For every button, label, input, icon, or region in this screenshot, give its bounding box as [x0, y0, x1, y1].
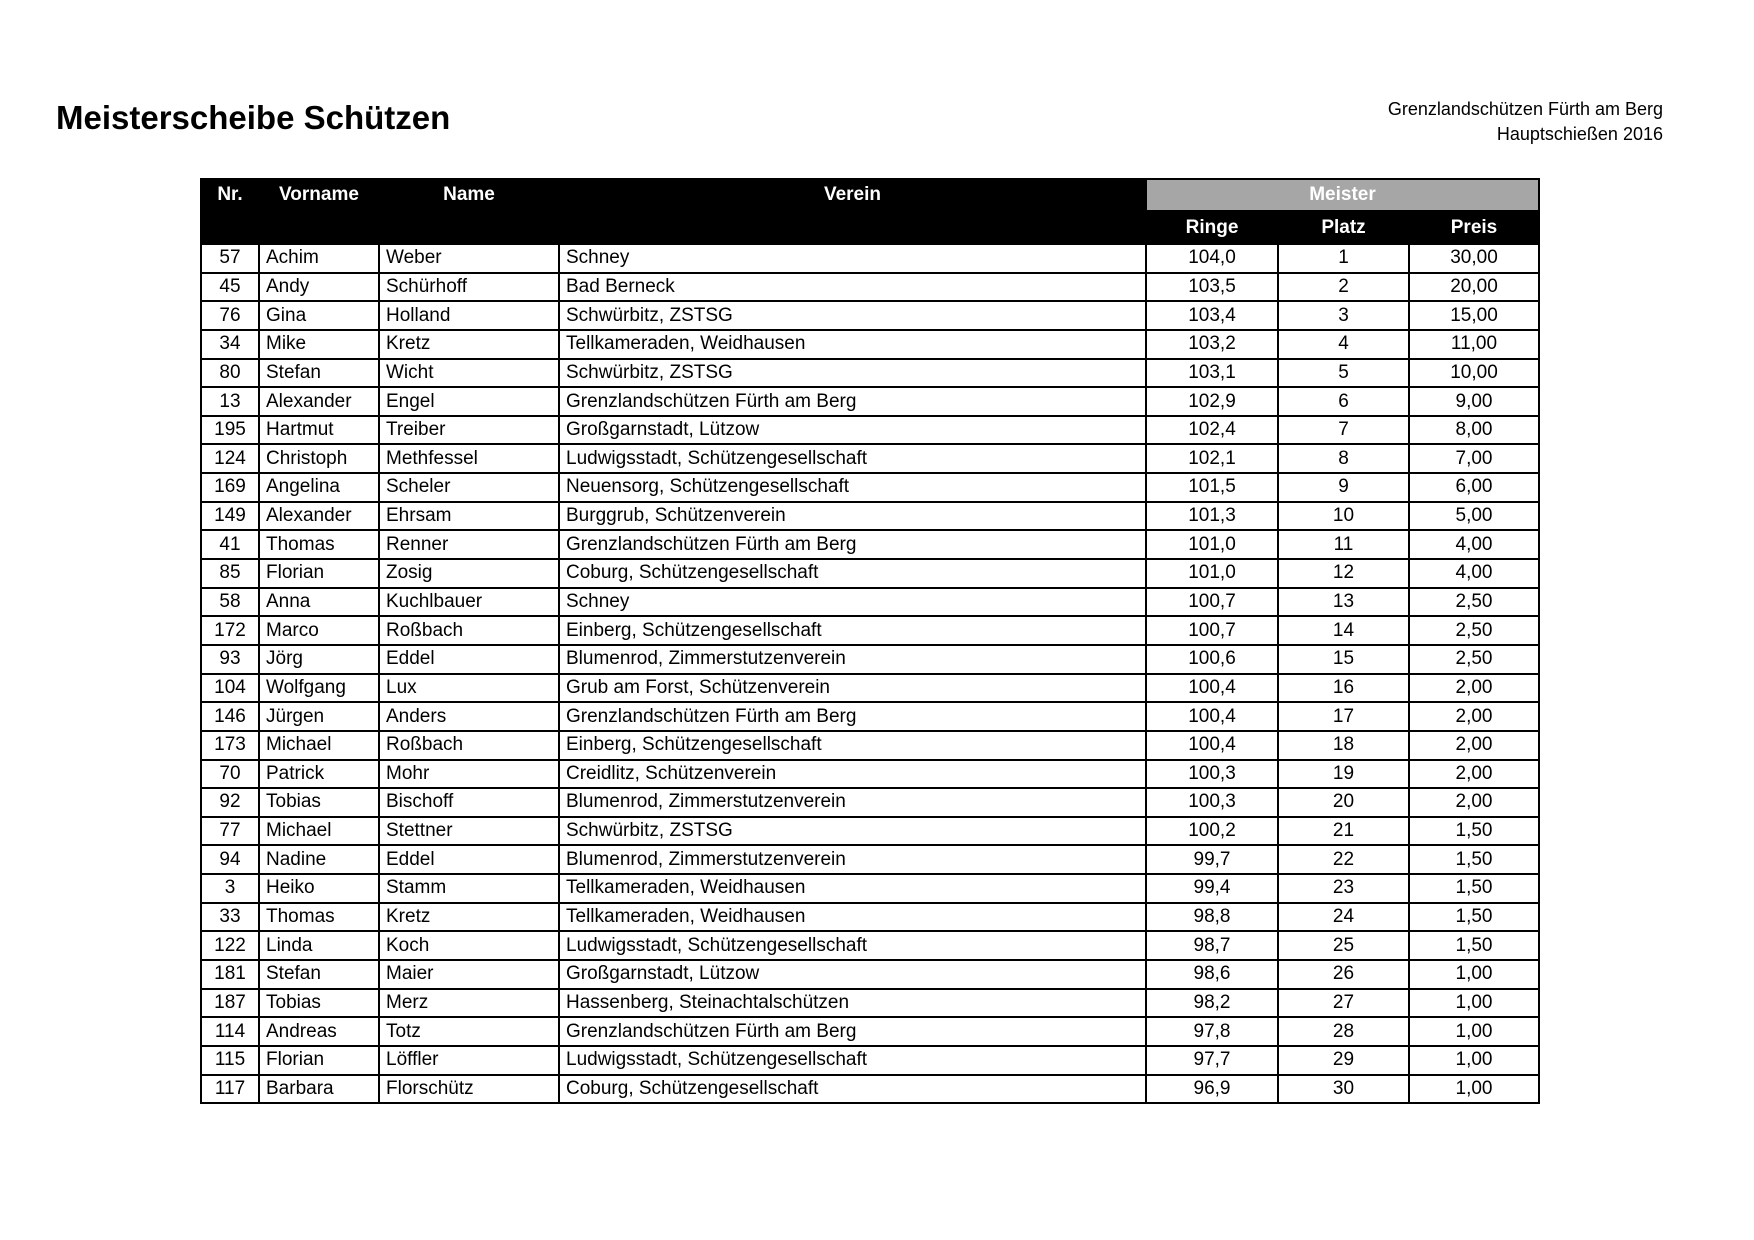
table-row [201, 788, 1539, 817]
cell-nr: 117 [201, 1075, 259, 1104]
cell-name: Ehrsam [379, 502, 559, 531]
table-header [201, 179, 1539, 244]
cell-preis: 2,00 [1409, 760, 1539, 789]
cell-verein: Einberg, Schützengesellschaft [559, 616, 1146, 645]
cell-name: Kretz [379, 903, 559, 932]
cell-platz: 15 [1278, 645, 1409, 674]
group-header-meister: Meister [1146, 179, 1539, 211]
cell-preis: 5,00 [1409, 502, 1539, 531]
cell-platz: 5 [1278, 359, 1409, 388]
cell-ringe: 102,9 [1146, 387, 1278, 416]
cell-preis: 2,50 [1409, 616, 1539, 645]
cell-vorname: Tobias [259, 989, 379, 1018]
cell-nr: 181 [201, 960, 259, 989]
cell-vorname: Patrick [259, 760, 379, 789]
cell-ringe: 100,6 [1146, 645, 1278, 674]
table-row [201, 559, 1539, 588]
table-row [201, 702, 1539, 731]
cell-ringe: 103,4 [1146, 301, 1278, 330]
cell-ringe: 96,9 [1146, 1075, 1278, 1104]
cell-nr: 122 [201, 931, 259, 960]
col-header-platz: Platz [1278, 211, 1409, 244]
cell-name: Stettner [379, 817, 559, 846]
cell-verein: Grenzlandschützen Fürth am Berg [559, 387, 1146, 416]
cell-preis: 30,00 [1409, 244, 1539, 273]
cell-preis: 1,50 [1409, 903, 1539, 932]
cell-nr: 77 [201, 817, 259, 846]
table-row [201, 301, 1539, 330]
cell-verein: Tellkameraden, Weidhausen [559, 903, 1146, 932]
cell-verein: Ludwigsstadt, Schützengesellschaft [559, 1046, 1146, 1075]
cell-ringe: 102,4 [1146, 416, 1278, 445]
cell-verein: Schwürbitz, ZSTSG [559, 359, 1146, 388]
cell-nr: 94 [201, 845, 259, 874]
cell-ringe: 101,3 [1146, 502, 1278, 531]
cell-platz: 1 [1278, 244, 1409, 273]
cell-ringe: 100,4 [1146, 731, 1278, 760]
cell-nr: 57 [201, 244, 259, 273]
cell-vorname: Michael [259, 817, 379, 846]
cell-ringe: 103,2 [1146, 330, 1278, 359]
cell-name: Merz [379, 989, 559, 1018]
cell-vorname: Mike [259, 330, 379, 359]
cell-nr: 173 [201, 731, 259, 760]
cell-nr: 80 [201, 359, 259, 388]
cell-nr: 70 [201, 760, 259, 789]
cell-verein: Neuensorg, Schützengesellschaft [559, 473, 1146, 502]
cell-nr: 92 [201, 788, 259, 817]
cell-preis: 1,50 [1409, 931, 1539, 960]
cell-preis: 6,00 [1409, 473, 1539, 502]
table-row [201, 989, 1539, 1018]
cell-ringe: 103,1 [1146, 359, 1278, 388]
cell-nr: 76 [201, 301, 259, 330]
results-table-body [201, 244, 1539, 1103]
cell-vorname: Jürgen [259, 702, 379, 731]
cell-verein: Tellkameraden, Weidhausen [559, 330, 1146, 359]
cell-nr: 172 [201, 616, 259, 645]
cell-platz: 30 [1278, 1075, 1409, 1104]
cell-verein: Creidlitz, Schützenverein [559, 760, 1146, 789]
cell-nr: 124 [201, 444, 259, 473]
cell-preis: 1,00 [1409, 1017, 1539, 1046]
cell-vorname: Achim [259, 244, 379, 273]
cell-verein: Grenzlandschützen Fürth am Berg [559, 1017, 1146, 1046]
cell-platz: 26 [1278, 960, 1409, 989]
cell-preis: 2,00 [1409, 731, 1539, 760]
cell-name: Renner [379, 530, 559, 559]
cell-vorname: Angelina [259, 473, 379, 502]
cell-nr: 104 [201, 674, 259, 703]
cell-platz: 25 [1278, 931, 1409, 960]
cell-vorname: Hartmut [259, 416, 379, 445]
cell-preis: 4,00 [1409, 559, 1539, 588]
cell-name: Eddel [379, 845, 559, 874]
cell-ringe: 101,5 [1146, 473, 1278, 502]
table-row [201, 273, 1539, 302]
cell-name: Lux [379, 674, 559, 703]
cell-nr: 187 [201, 989, 259, 1018]
cell-vorname: Alexander [259, 502, 379, 531]
cell-preis: 1,00 [1409, 989, 1539, 1018]
cell-preis: 4,00 [1409, 530, 1539, 559]
cell-vorname: Stefan [259, 960, 379, 989]
cell-vorname: Wolfgang [259, 674, 379, 703]
table-row [201, 444, 1539, 473]
cell-vorname: Tobias [259, 788, 379, 817]
cell-verein: Schwürbitz, ZSTSG [559, 817, 1146, 846]
cell-preis: 9,00 [1409, 387, 1539, 416]
cell-platz: 29 [1278, 1046, 1409, 1075]
cell-platz: 4 [1278, 330, 1409, 359]
table-row [201, 645, 1539, 674]
cell-preis: 1,50 [1409, 817, 1539, 846]
results-table [200, 178, 1540, 1104]
cell-name: Holland [379, 301, 559, 330]
cell-platz: 23 [1278, 874, 1409, 903]
cell-name: Schürhoff [379, 273, 559, 302]
cell-name: Engel [379, 387, 559, 416]
cell-vorname: Marco [259, 616, 379, 645]
col-header-verein: Verein [559, 179, 1146, 211]
cell-platz: 14 [1278, 616, 1409, 645]
table-row [201, 502, 1539, 531]
cell-verein: Schney [559, 244, 1146, 273]
cell-platz: 19 [1278, 760, 1409, 789]
cell-name: Florschütz [379, 1075, 559, 1104]
cell-nr: 85 [201, 559, 259, 588]
cell-verein: Tellkameraden, Weidhausen [559, 874, 1146, 903]
cell-preis: 11,00 [1409, 330, 1539, 359]
cell-ringe: 101,0 [1146, 559, 1278, 588]
cell-vorname: Linda [259, 931, 379, 960]
cell-name: Totz [379, 1017, 559, 1046]
table-row [201, 530, 1539, 559]
cell-vorname: Stefan [259, 359, 379, 388]
cell-preis: 7,00 [1409, 444, 1539, 473]
cell-preis: 2,00 [1409, 788, 1539, 817]
cell-name: Anders [379, 702, 559, 731]
cell-name: Maier [379, 960, 559, 989]
cell-name: Wicht [379, 359, 559, 388]
table-row [201, 1046, 1539, 1075]
col-header-vorname: Vorname [259, 179, 379, 211]
cell-vorname: Barbara [259, 1075, 379, 1104]
cell-vorname: Gina [259, 301, 379, 330]
col-header-nr: Nr. [201, 179, 259, 211]
table-row [201, 616, 1539, 645]
table-row [201, 960, 1539, 989]
cell-verein: Großgarnstadt, Lützow [559, 416, 1146, 445]
cell-nr: 93 [201, 645, 259, 674]
cell-nr: 45 [201, 273, 259, 302]
cell-platz: 22 [1278, 845, 1409, 874]
cell-verein: Grenzlandschützen Fürth am Berg [559, 702, 1146, 731]
cell-vorname: Nadine [259, 845, 379, 874]
cell-nr: 114 [201, 1017, 259, 1046]
cell-ringe: 104,0 [1146, 244, 1278, 273]
header-spacer [201, 211, 1146, 244]
cell-vorname: Jörg [259, 645, 379, 674]
cell-platz: 10 [1278, 502, 1409, 531]
cell-platz: 28 [1278, 1017, 1409, 1046]
cell-platz: 18 [1278, 731, 1409, 760]
cell-name: Kuchlbauer [379, 588, 559, 617]
cell-name: Scheler [379, 473, 559, 502]
cell-platz: 6 [1278, 387, 1409, 416]
cell-platz: 3 [1278, 301, 1409, 330]
cell-ringe: 100,7 [1146, 616, 1278, 645]
cell-nr: 13 [201, 387, 259, 416]
cell-nr: 169 [201, 473, 259, 502]
cell-preis: 1,00 [1409, 1046, 1539, 1075]
table-row [201, 874, 1539, 903]
cell-ringe: 98,8 [1146, 903, 1278, 932]
cell-name: Roßbach [379, 731, 559, 760]
cell-ringe: 98,6 [1146, 960, 1278, 989]
cell-preis: 2,50 [1409, 588, 1539, 617]
cell-preis: 2,50 [1409, 645, 1539, 674]
cell-preis: 1,00 [1409, 960, 1539, 989]
cell-preis: 1,00 [1409, 1075, 1539, 1104]
cell-nr: 33 [201, 903, 259, 932]
cell-vorname: Heiko [259, 874, 379, 903]
cell-ringe: 98,2 [1146, 989, 1278, 1018]
cell-vorname: Thomas [259, 903, 379, 932]
cell-ringe: 100,3 [1146, 788, 1278, 817]
cell-ringe: 101,0 [1146, 530, 1278, 559]
cell-preis: 15,00 [1409, 301, 1539, 330]
cell-preis: 2,00 [1409, 674, 1539, 703]
cell-preis: 8,00 [1409, 416, 1539, 445]
header-row-main [201, 179, 1539, 211]
cell-platz: 20 [1278, 788, 1409, 817]
cell-name: Eddel [379, 645, 559, 674]
cell-name: Bischoff [379, 788, 559, 817]
page-title: Meisterscheibe Schützen [56, 99, 451, 136]
cell-nr: 146 [201, 702, 259, 731]
cell-name: Mohr [379, 760, 559, 789]
cell-name: Treiber [379, 416, 559, 445]
cell-verein: Grenzlandschützen Fürth am Berg [559, 530, 1146, 559]
cell-platz: 13 [1278, 588, 1409, 617]
table-row [201, 387, 1539, 416]
cell-preis: 20,00 [1409, 273, 1539, 302]
org-header [1388, 97, 1663, 147]
cell-ringe: 100,4 [1146, 674, 1278, 703]
cell-verein: Hassenberg, Steinachtalschützen [559, 989, 1146, 1018]
cell-verein: Burggrub, Schützenverein [559, 502, 1146, 531]
cell-verein: Grub am Forst, Schützenverein [559, 674, 1146, 703]
cell-verein: Coburg, Schützengesellschaft [559, 559, 1146, 588]
cell-verein: Schney [559, 588, 1146, 617]
cell-ringe: 103,5 [1146, 273, 1278, 302]
cell-platz: 2 [1278, 273, 1409, 302]
cell-vorname: Andy [259, 273, 379, 302]
cell-name: Löffler [379, 1046, 559, 1075]
cell-nr: 41 [201, 530, 259, 559]
cell-vorname: Alexander [259, 387, 379, 416]
cell-name: Zosig [379, 559, 559, 588]
cell-platz: 21 [1278, 817, 1409, 846]
header-row-sub [201, 211, 1539, 244]
cell-name: Weber [379, 244, 559, 273]
cell-ringe: 102,1 [1146, 444, 1278, 473]
table-row [201, 903, 1539, 932]
cell-name: Stamm [379, 874, 559, 903]
cell-ringe: 100,7 [1146, 588, 1278, 617]
cell-verein: Schwürbitz, ZSTSG [559, 301, 1146, 330]
table-row [201, 244, 1539, 273]
table-row [201, 931, 1539, 960]
cell-vorname: Anna [259, 588, 379, 617]
cell-verein: Ludwigsstadt, Schützengesellschaft [559, 931, 1146, 960]
cell-nr: 34 [201, 330, 259, 359]
results-table-container [200, 178, 1540, 1104]
table-row [201, 1075, 1539, 1104]
table-row [201, 588, 1539, 617]
cell-name: Methfessel [379, 444, 559, 473]
org-name: Grenzlandschützen Fürth am Berg [1387, 99, 1663, 119]
col-header-name: Name [379, 179, 559, 211]
table-row [201, 416, 1539, 445]
cell-platz: 9 [1278, 473, 1409, 502]
cell-nr: 149 [201, 502, 259, 531]
cell-ringe: 99,7 [1146, 845, 1278, 874]
cell-platz: 27 [1278, 989, 1409, 1018]
cell-vorname: Andreas [259, 1017, 379, 1046]
table-row [201, 330, 1539, 359]
table-row [201, 760, 1539, 789]
cell-platz: 24 [1278, 903, 1409, 932]
cell-verein: Coburg, Schützengesellschaft [559, 1075, 1146, 1104]
cell-nr: 115 [201, 1046, 259, 1075]
cell-platz: 12 [1278, 559, 1409, 588]
cell-name: Roßbach [379, 616, 559, 645]
cell-ringe: 99,4 [1146, 874, 1278, 903]
cell-vorname: Thomas [259, 530, 379, 559]
cell-ringe: 97,7 [1146, 1046, 1278, 1075]
table-row [201, 731, 1539, 760]
cell-preis: 2,00 [1409, 702, 1539, 731]
cell-ringe: 100,4 [1146, 702, 1278, 731]
cell-ringe: 97,8 [1146, 1017, 1278, 1046]
cell-ringe: 100,2 [1146, 817, 1278, 846]
cell-vorname: Florian [259, 1046, 379, 1075]
cell-verein: Bad Berneck [559, 273, 1146, 302]
event-name: Hauptschießen 2016 [1496, 124, 1663, 144]
cell-name: Kretz [379, 330, 559, 359]
table-row [201, 817, 1539, 846]
cell-verein: Blumenrod, Zimmerstutzenverein [559, 788, 1146, 817]
table-row [201, 845, 1539, 874]
cell-preis: 1,50 [1409, 874, 1539, 903]
table-row [201, 1017, 1539, 1046]
cell-verein: Ludwigsstadt, Schützengesellschaft [559, 444, 1146, 473]
cell-preis: 10,00 [1409, 359, 1539, 388]
cell-name: Koch [379, 931, 559, 960]
cell-platz: 7 [1278, 416, 1409, 445]
table-row [201, 473, 1539, 502]
cell-platz: 17 [1278, 702, 1409, 731]
cell-vorname: Michael [259, 731, 379, 760]
cell-nr: 58 [201, 588, 259, 617]
cell-vorname: Christoph [259, 444, 379, 473]
cell-platz: 16 [1278, 674, 1409, 703]
cell-verein: Blumenrod, Zimmerstutzenverein [559, 845, 1146, 874]
cell-nr: 3 [201, 874, 259, 903]
cell-vorname: Florian [259, 559, 379, 588]
cell-platz: 11 [1278, 530, 1409, 559]
cell-verein: Blumenrod, Zimmerstutzenverein [559, 645, 1146, 674]
cell-verein: Einberg, Schützengesellschaft [559, 731, 1146, 760]
cell-nr: 195 [201, 416, 259, 445]
col-header-ringe: Ringe [1146, 211, 1278, 244]
col-header-preis: Preis [1409, 211, 1539, 244]
cell-verein: Großgarnstadt, Lützow [559, 960, 1146, 989]
cell-ringe: 100,3 [1146, 760, 1278, 789]
cell-platz: 8 [1278, 444, 1409, 473]
cell-preis: 1,50 [1409, 845, 1539, 874]
table-row [201, 674, 1539, 703]
cell-ringe: 98,7 [1146, 931, 1278, 960]
table-row [201, 359, 1539, 388]
